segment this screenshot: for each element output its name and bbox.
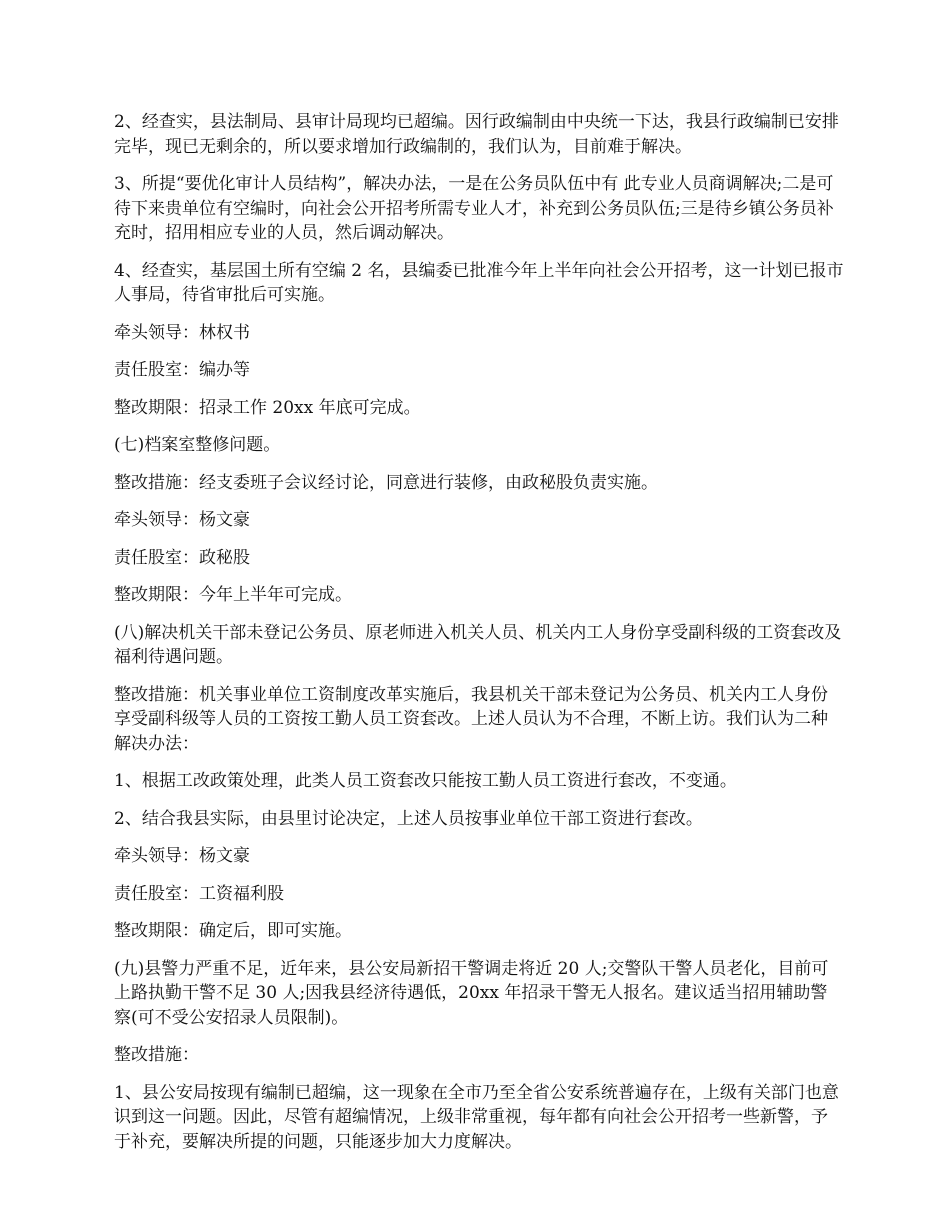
paragraph: 1、县公安局按现有编制已超编，这一现象在全市乃至全省公安系统普遍存在，上级有关部门也意识到这一问题。因此，尽管有超编情况，上级非常重视，每年都有向社会公开招考一些新警，予于补充，要解决所提的问题，只能逐步加大力度解决。 bbox=[114, 1082, 839, 1152]
paragraph: (八)解决机关干部未登记公务员、原老师进入机关人员、机关内工人身份享受副科级的工资套改及福利待遇问题。 bbox=[114, 622, 842, 667]
paragraph: 整改措施： bbox=[114, 1045, 199, 1065]
paragraph: 责任股室：编办等 bbox=[114, 360, 250, 380]
paragraph: 2、经查实，县法制局、县审计局现均已超编。因行政编制由中央统一下达，我县行政编制已安排完毕，现已无剩余的，所以要求增加行政编制的，我们认为，目前难于解决。 bbox=[114, 112, 839, 157]
paragraph: 责任股室：政秘股 bbox=[114, 547, 250, 568]
paragraph: 整改措施：机关事业单位工资制度改革实施后，我县机关干部未登记为公务员、机关内工人身份享受副科级等人员的工资按工勤人员工资套改。上述人员认为不合理，不断上访。我们认为二种解决办法： bbox=[114, 684, 828, 754]
paragraph: 整改期限：今年上半年可完成。 bbox=[114, 585, 352, 605]
paragraph: 整改期限：招录工作 20xx 年底可完成。 bbox=[114, 397, 421, 418]
paragraph: 牵头领导：杨文豪 bbox=[114, 846, 250, 866]
paragraph: 1、根据工改政策处理，此类人员工资套改只能按工勤人员工资进行套改，不变通。 bbox=[114, 771, 737, 791]
paragraph: 牵头领导：林权书 bbox=[114, 322, 250, 343]
paragraph: 2、结合我县实际，由县里讨论决定，上述人员按事业单位干部工资进行套改。 bbox=[114, 808, 703, 829]
paragraph: 牵头领导：杨文豪 bbox=[114, 510, 250, 530]
paragraph: 责任股室：工资福利股 bbox=[114, 883, 284, 904]
paragraph: 3、所提“要优化审计人员结构”，解决办法，一是在公务员队伍中有 此专业人员商调解决;二是可待下来贵单位有空编时，向社会公开招考所需专业人才，补充到公务员队伍;三是待乡镇公务员补充时，招用相应专业的人员，然后调动解决。 bbox=[114, 174, 834, 243]
paragraph: 4、经查实，基层国土所有空编 2 名，县编委已批准今年上半年向社会公开招考，这一计划已报市人事局，待省审批后可实施。 bbox=[114, 260, 844, 305]
paragraph: (九)县警力严重不足，近年来，县公安局新招干警调走将近 20 人;交警队干警人员老化，目前可上路执勤干警不足 30 人;因我县经济待遇低，20xx 年招录干警无人报名。建议适当招用辅助警察(可不受公安招录人员限制)。 bbox=[114, 958, 829, 1028]
document-body bbox=[114, 110, 844, 1167]
paragraph: 整改期限：确定后，即可实施。 bbox=[114, 921, 352, 941]
paragraph: (七)档案室整修问题。 bbox=[114, 435, 281, 455]
paragraph: 整改措施：经支委班子会议经讨论，同意进行装修，由政秘股负责实施。 bbox=[114, 472, 658, 493]
